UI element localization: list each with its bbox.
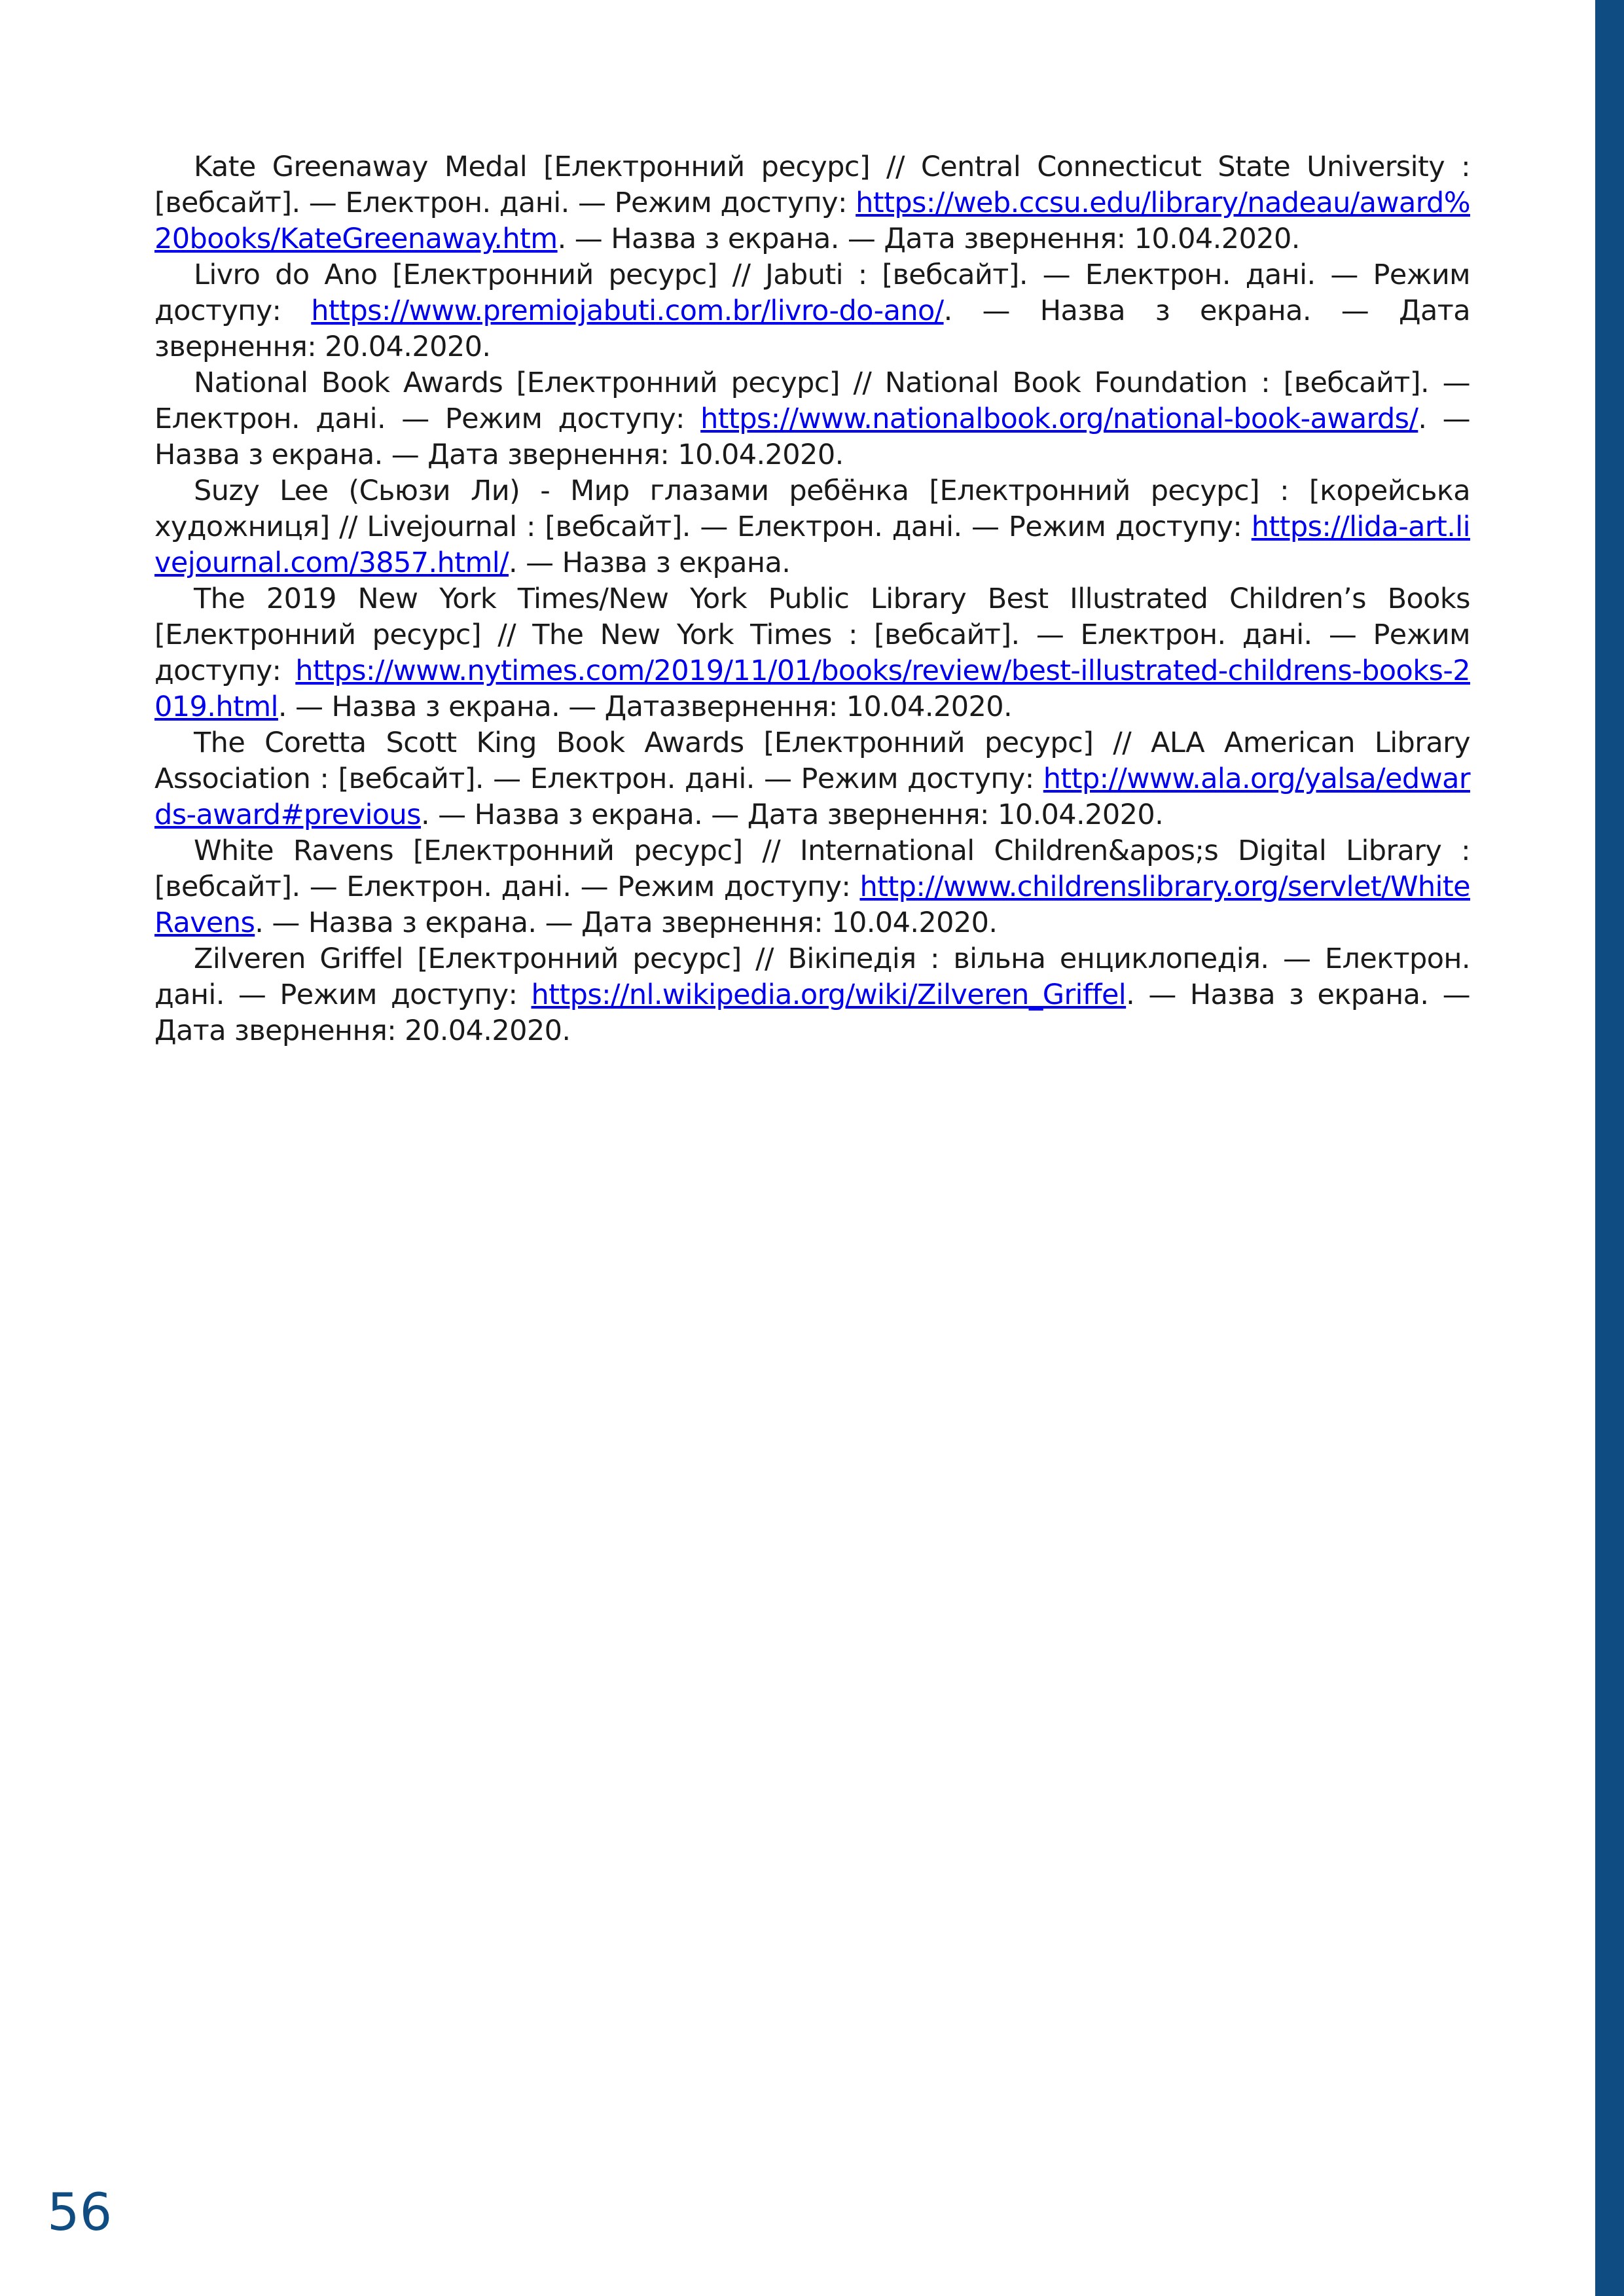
page-edge-bar [1595,0,1624,2296]
entry-link[interactable]: https://www.nytimes.com/2019/11/01/books/review/best-illustrated-childrens-books-2019.html [154,655,1470,723]
entry-link[interactable]: https://www.premiojabuti.com.br/livro-do-ano/ [311,295,944,327]
entry-link[interactable]: https://www.nationalbook.org/national-book-awards/ [700,403,1418,435]
bibliography-list [154,149,1470,1049]
entry-text: Livro do Ano [Електронний ресурс] // Jabuti : [вебсайт]. — Електрон. дані. — Режим доступу: [154,259,1470,327]
page-number: 56 [47,2183,113,2242]
bibliography-entry [154,257,1470,365]
entry-tail: . — Назва з екрана. [509,547,791,579]
entry-text: Zilveren Griffel [Електронний ресурс] // Вікіпедія : вільна енциклопедія. — Електрон. дані. — Режим доступу: [154,942,1470,1011]
entry-tail: . — Назва з екрана. — Дата звернення: 10.04.2020. [154,403,1470,471]
bibliography-entry [154,149,1470,257]
entry-link[interactable]: https://web.ccsu.edu/library/nadeau/award%20books/KateGreenaway.htm [154,187,1470,255]
bibliography-entry [154,473,1470,581]
entry-text: Kate Greenaway Medal [Електронний ресурс] // Central Connecticut State University : [вебсайт]. — Електрон. дані. — Режим доступу: [154,151,1470,219]
entry-text: National Book Awards [Електронний ресурс] // National Book Foundation : [вебсайт]. — Електрон. дані. — Режим доступу: [154,367,1470,435]
bibliography-entry [154,833,1470,941]
bibliography-entry [154,941,1470,1049]
entry-link[interactable]: https://nl.wikipedia.org/wiki/Zilveren_Griffel [531,978,1127,1011]
entry-link[interactable]: http://www.ala.org/yalsa/edwards-award#previous [154,762,1470,831]
entry-tail: . — Назва з екрана. — Дата звернення: 10.04.2020. [557,223,1300,255]
entry-text: Suzy Lee (Сьюзи Ли) - Мир глазами ребёнка [Електронний ресурс] : [корейська художниця] // Livejournal : [вебсайт]. — Електрон. дані. — Режим доступу: [154,475,1470,543]
entry-tail: . — Назва з екрана. — Дата звернення: 10.04.2020. [255,906,998,939]
bibliography-entry [154,581,1470,725]
entry-tail: . — Назва з екрана. — Дата звернення: 20.04.2020. [154,978,1470,1047]
entry-link[interactable]: https://lida-art.livejournal.com/3857.html/ [154,511,1470,579]
entry-text: White Ravens [Електронний ресурс] // International Children&apos;s Digital Library : [вебсайт]. — Електрон. дані. — Режим доступу: [154,834,1470,903]
entry-text: The 2019 New York Times/New York Public Library Best Illustrated Children’s Books [Електронний ресурс] // The New York Times : [вебсайт]. — Електрон. дані. — Режим доступу: [154,583,1470,687]
entry-tail: . — Назва з екрана. — Датазвернення: 10.04.2020. [278,691,1013,723]
entry-link[interactable]: http://www.childrenslibrary.org/servlet/WhiteRavens [154,870,1470,939]
entry-text: The Coretta Scott King Book Awards [Електронний ресурс] // ALA American Library Association : [вебсайт]. — Електрон. дані. — Режим доступу: [154,726,1470,795]
bibliography-entry [154,725,1470,833]
bibliography-entry [154,365,1470,473]
entry-tail: . — Назва з екрана. — Дата звернення: 10.04.2020. [420,798,1164,831]
entry-tail: . — Назва з екрана. — Дата звернення: 20.04.2020. [154,295,1470,363]
